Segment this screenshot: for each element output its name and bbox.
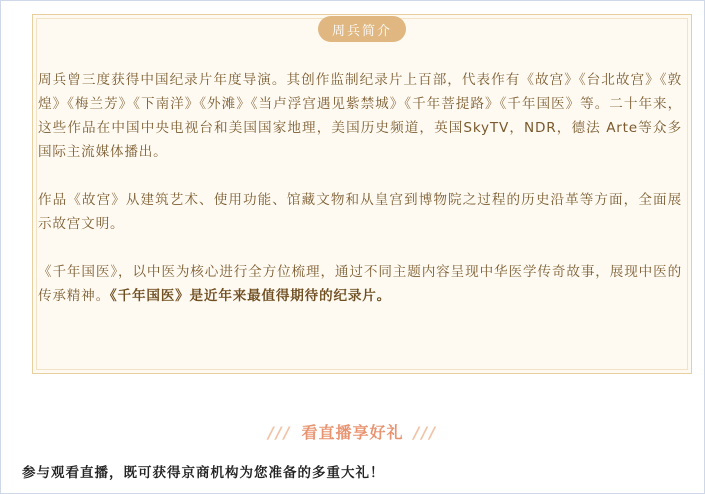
intro-paragraph-3-text: 《千年国医》，以中医为核心进行全方位梳理，通过不同主题内容呈现中华医学传奇故事，展现中医的传承精神。 [38, 264, 682, 304]
intro-title-badge [318, 16, 406, 42]
intro-paragraph-3 [38, 260, 682, 308]
intro-paragraph-1: 周兵曾三度获得中国纪录片年度导演。其创作监制纪录片上百部，代表作有《故宫》《台北故宫》《敦煌》《梅兰芳》《下南洋》《外滩》《当卢浮宫遇见紫禁城》《千年菩提路》《千年国医》等。二十年来，这些作品在中国中央电视台和美国国家地理，美国历史频道，英国SkyTV，NDR，德法 Arte等众多国际主流媒体播出。 [38, 72, 682, 160]
right-slash-decoration: /// [413, 423, 438, 442]
live-section-heading [0, 420, 705, 443]
live-heading-text: 看直播享好礼 [301, 423, 404, 442]
intro-title-label: 周兵简介 [331, 23, 392, 39]
left-slash-decoration: /// [267, 423, 292, 442]
intro-content [38, 68, 682, 308]
intro-paragraph-3-highlight: 《千年国医》是近年来最值得期待的纪录片。 [109, 288, 392, 304]
live-description: 参与观看直播，既可获得京商机构为您准备的多重大礼！ [22, 465, 385, 481]
intro-paragraph-2: 作品《故宫》从建筑艺术、使用功能、馆藏文物和从皇宫到博物院之过程的历史沿革等方面，全面展示故宫文明。 [38, 192, 682, 232]
